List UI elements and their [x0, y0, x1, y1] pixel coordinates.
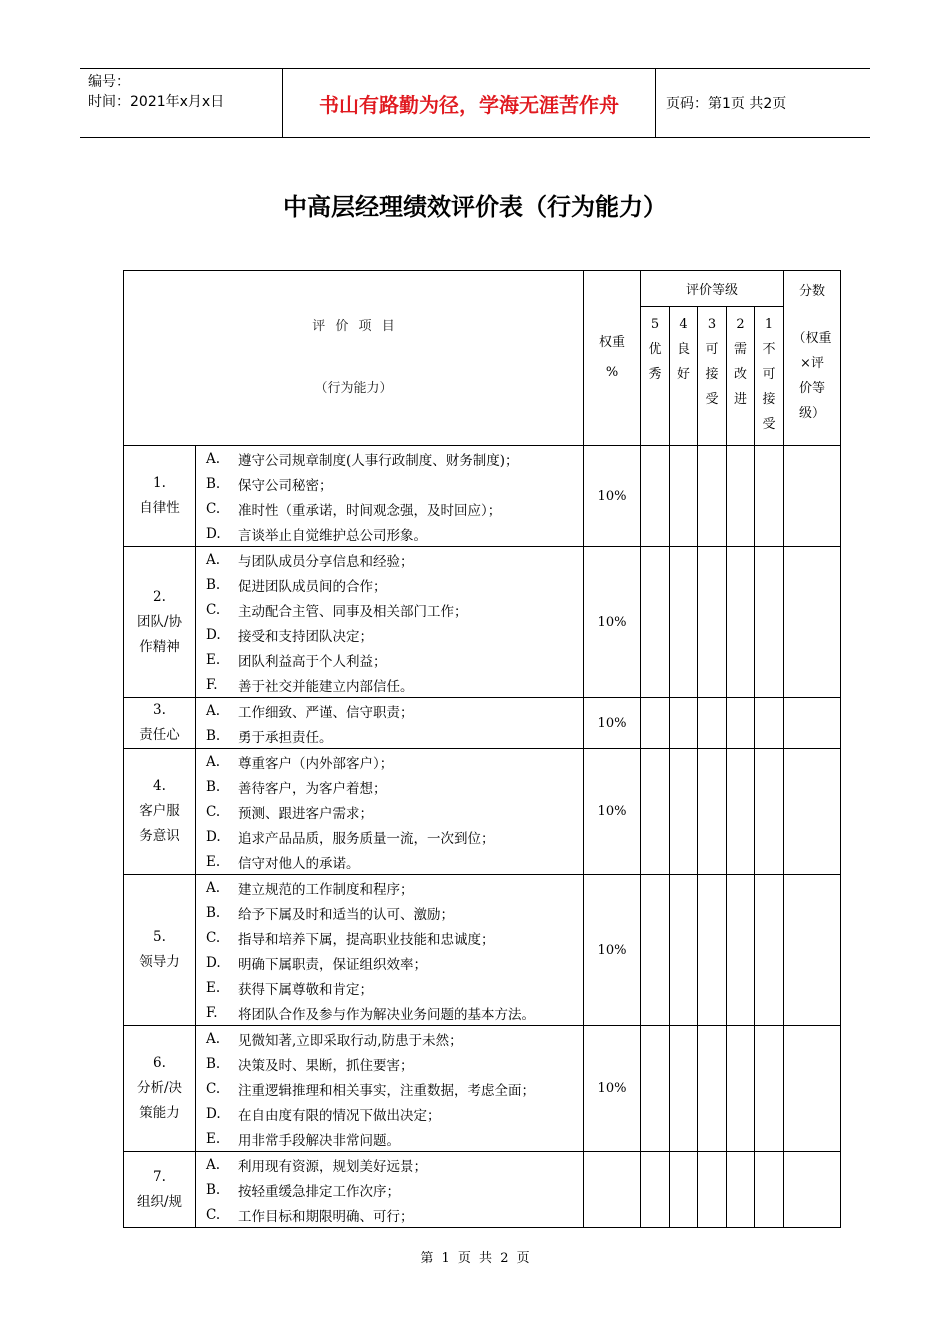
category-name: 作精神 — [139, 638, 180, 655]
grade-input-cell — [698, 875, 727, 1026]
criteria-letter: A. — [206, 450, 221, 467]
serial-label: 编号： — [88, 74, 130, 90]
grade-input-cell — [641, 1152, 670, 1228]
grade-cell-5 — [641, 307, 670, 446]
weight-value: 10% — [584, 446, 641, 547]
grade-label-char: 需 — [733, 342, 747, 357]
grade-number: 1 — [764, 317, 774, 332]
document-title: 中高层经理绩效评价表（行为能力） — [283, 193, 667, 221]
category-number: 1. — [153, 475, 166, 491]
score-header: 分数 — [798, 284, 825, 299]
category-row — [124, 875, 841, 1026]
criteria-item — [196, 1177, 583, 1202]
criteria-item — [196, 875, 583, 900]
grade-input-cell — [727, 1026, 755, 1152]
criteria-item — [196, 597, 583, 622]
criteria-text: 准时性（重承诺，时间观念强，及时回应）； — [238, 502, 502, 519]
weight-header: 权重 — [598, 335, 625, 350]
criteria-text: 勇于承担责任。 — [238, 729, 333, 746]
criteria-item — [196, 572, 583, 597]
grade-input-cell — [755, 698, 784, 749]
criteria-letter: C. — [206, 601, 221, 618]
criteria-letter: B. — [206, 1055, 221, 1072]
criteria-cell — [196, 875, 584, 1026]
criteria-item — [196, 446, 583, 471]
weight-value: 10% — [584, 875, 641, 1026]
criteria-letter: A. — [206, 702, 221, 719]
criteria-cell — [196, 698, 584, 749]
grade-input-cell — [698, 1026, 727, 1152]
criteria-letter: E. — [206, 651, 221, 668]
grade-input-cell — [641, 446, 670, 547]
category-cell — [124, 1152, 196, 1228]
criteria-text: 善于社交并能建立内部信任。 — [238, 678, 414, 695]
criteria-text: 将团队合作及参与作为解决业务问题的基本方法。 — [238, 1006, 535, 1023]
grade-label-char: 可 — [762, 367, 776, 382]
category-number: 7. — [153, 1168, 166, 1185]
grade-input-cell — [698, 547, 727, 698]
criteria-item — [196, 672, 583, 697]
weight-header-cell — [584, 271, 641, 446]
grade-number: 2 — [736, 317, 745, 332]
score-note-1: （权重 — [792, 331, 832, 346]
criteria-letter: D. — [206, 525, 221, 542]
category-cell — [124, 749, 196, 875]
criteria-cell — [196, 749, 584, 875]
grade-input-cell — [755, 1152, 784, 1228]
criteria-letter: A. — [206, 1030, 221, 1047]
grade-label-char: 接 — [762, 392, 776, 407]
criteria-item — [196, 547, 583, 572]
grade-input-cell — [670, 547, 698, 698]
criteria-text: 用非常手段解决非常问题。 — [238, 1132, 400, 1149]
grade-input-cell — [727, 749, 755, 875]
criteria-letter: B. — [206, 1181, 221, 1198]
grade-input-cell — [670, 749, 698, 875]
grade-input-cell — [755, 547, 784, 698]
criteria-item — [196, 647, 583, 672]
weight-value: 10% — [584, 698, 641, 749]
category-name: 务意识 — [139, 828, 180, 844]
criteria-item — [196, 774, 583, 799]
criteria-item — [196, 622, 583, 647]
grade-input-cell — [641, 547, 670, 698]
grade-label-char: 不 — [762, 342, 776, 357]
criteria-text: 给予下属及时和适当的认可、激励； — [238, 906, 454, 923]
criteria-text: 信守对他人的承诺。 — [238, 855, 360, 872]
criteria-text: 接受和支持团队决定； — [238, 628, 373, 645]
header-motto: 书山有路勤为径，学海无涯苦作舟 — [282, 69, 656, 137]
criteria-item — [196, 1000, 583, 1025]
grade-input-cell — [698, 698, 727, 749]
category-row — [124, 749, 841, 875]
grade-input-cell — [670, 875, 698, 1026]
grade-input-cell — [698, 446, 727, 547]
criteria-text: 善待客户，为客户着想； — [238, 780, 387, 797]
criteria-item — [196, 1202, 583, 1227]
grade-input-cell — [670, 1026, 698, 1152]
category-name: 领导力 — [139, 954, 180, 970]
criteria-item — [196, 849, 583, 874]
criteria-text: 建立规范的工作制度和程序； — [238, 881, 414, 898]
evaluation-table — [123, 270, 841, 1228]
category-row — [124, 547, 841, 698]
criteria-item — [196, 1101, 583, 1126]
score-note-4: 级） — [798, 406, 825, 421]
score-cell — [784, 1026, 841, 1152]
grade-label-char: 秀 — [648, 367, 662, 382]
criteria-text: 明确下属职责，保证组织效率； — [238, 956, 427, 973]
criteria-item — [196, 900, 583, 925]
criteria-text: 注重逻辑推理和相关事实，注重数据，考虑全面； — [238, 1082, 535, 1099]
criteria-item — [196, 723, 583, 748]
grade-input-cell — [670, 698, 698, 749]
criteria-text: 预测、跟进客户需求； — [238, 805, 373, 822]
score-cell — [784, 547, 841, 698]
category-row — [124, 1152, 841, 1228]
criteria-item — [196, 521, 583, 546]
score-note-2: ×评 — [800, 356, 824, 371]
criteria-letter: F. — [206, 676, 218, 693]
grade-input-cell — [641, 698, 670, 749]
category-row — [124, 698, 841, 749]
category-name: 策能力 — [139, 1105, 180, 1121]
criteria-letter: B. — [206, 904, 221, 921]
criteria-item — [196, 1051, 583, 1076]
grade-input-cell — [727, 875, 755, 1026]
category-name: 自律性 — [139, 500, 180, 516]
category-cell — [124, 446, 196, 547]
criteria-letter: B. — [206, 475, 221, 492]
grade-cell-3 — [698, 307, 727, 446]
category-number: 2. — [153, 588, 166, 605]
criteria-letter: E. — [206, 1130, 221, 1147]
criteria-item — [196, 824, 583, 849]
grade-label-char: 改 — [733, 367, 747, 382]
grade-number: 5 — [650, 317, 660, 332]
criteria-letter: E. — [206, 979, 221, 996]
criteria-cell — [196, 446, 584, 547]
grade-input-cell — [727, 547, 755, 698]
criteria-text: 工作细致、严谨、信守职责； — [238, 704, 414, 721]
grade-label-char: 优 — [648, 342, 662, 357]
category-row — [124, 446, 841, 547]
criteria-letter: D. — [206, 954, 221, 971]
grade-input-cell — [755, 446, 784, 547]
grade-cell-4 — [670, 307, 698, 446]
category-name: 组织/规 — [136, 1193, 183, 1210]
grade-input-cell — [755, 875, 784, 1026]
criteria-item — [196, 698, 583, 723]
criteria-text: 决策及时、果断，抓住要害； — [238, 1057, 414, 1074]
score-cell — [784, 749, 841, 875]
grade-input-cell — [698, 749, 727, 875]
criteria-text: 尊重客户（内外部客户）； — [238, 755, 394, 772]
score-note-3: 价等 — [798, 381, 825, 396]
category-name: 责任心 — [139, 727, 180, 743]
grade-label-char: 进 — [733, 392, 747, 407]
criteria-letter: E. — [206, 853, 221, 870]
category-number: 5. — [153, 929, 166, 945]
category-cell — [124, 547, 196, 698]
category-row — [124, 1026, 841, 1152]
grade-label-char: 可 — [705, 342, 719, 357]
item-header-cell — [124, 271, 584, 446]
criteria-item — [196, 975, 583, 1000]
criteria-item — [196, 799, 583, 824]
grade-input-cell — [755, 749, 784, 875]
criteria-letter: A. — [206, 879, 221, 896]
criteria-text: 见微知著,立即采取行动,防患于未然； — [238, 1032, 463, 1049]
grade-number: 3 — [707, 317, 717, 332]
criteria-cell — [196, 547, 584, 698]
score-cell — [784, 1152, 841, 1228]
criteria-text: 利用现有资源，规划美好远景； — [238, 1158, 427, 1175]
criteria-item — [196, 950, 583, 975]
criteria-cell — [196, 1026, 584, 1152]
criteria-text: 追求产品品质，服务质量一流，一次到位； — [238, 830, 495, 847]
weight-value — [584, 1152, 641, 1228]
criteria-text: 与团队成员分享信息和经验； — [238, 553, 414, 570]
criteria-text: 促进团队成员间的合作； — [238, 578, 387, 595]
criteria-item — [196, 749, 583, 774]
grade-label-char: 好 — [676, 367, 690, 382]
category-number: 4. — [153, 778, 166, 794]
criteria-letter: C. — [206, 929, 221, 946]
grade-input-cell — [698, 1152, 727, 1228]
page-footer: 第 1 页 共 2 页 — [420, 1251, 530, 1266]
weight-value: 10% — [584, 1026, 641, 1152]
item-header: 评 价 项 目 — [312, 319, 395, 334]
criteria-text: 工作目标和期限明确、可行； — [238, 1208, 414, 1225]
criteria-letter: B. — [206, 727, 221, 744]
criteria-item — [196, 471, 583, 496]
criteria-item — [196, 1152, 583, 1177]
criteria-letter: C. — [206, 1206, 221, 1223]
item-subheader: （行为能力） — [314, 381, 393, 396]
criteria-item — [196, 925, 583, 950]
category-number: 6. — [153, 1055, 166, 1071]
grade-input-cell — [727, 446, 755, 547]
grade-label-char: 接 — [705, 367, 719, 382]
criteria-letter: B. — [206, 576, 221, 593]
score-cell — [784, 698, 841, 749]
criteria-text: 言谈举止自觉维护总公司形象。 — [238, 527, 427, 544]
page-header — [80, 68, 870, 138]
category-name: 客户服 — [139, 803, 180, 819]
grade-cell-1 — [755, 307, 784, 446]
criteria-letter: A. — [206, 1156, 221, 1173]
grade-input-cell — [727, 1152, 755, 1228]
criteria-letter: F. — [206, 1004, 218, 1021]
criteria-item — [196, 496, 583, 521]
header-meta — [80, 69, 282, 137]
criteria-letter: D. — [206, 828, 221, 845]
criteria-letter: A. — [206, 551, 221, 568]
category-cell — [124, 698, 196, 749]
criteria-letter: A. — [206, 753, 221, 770]
weight-unit: % — [605, 365, 619, 380]
category-number: 3. — [153, 702, 166, 718]
grade-input-cell — [727, 698, 755, 749]
category-cell — [124, 1026, 196, 1152]
grade-input-cell — [670, 1152, 698, 1228]
weight-value: 10% — [584, 749, 641, 875]
criteria-letter: B. — [206, 778, 221, 795]
grade-input-cell — [641, 1026, 670, 1152]
criteria-item — [196, 1076, 583, 1101]
grade-label-char: 受 — [705, 392, 719, 407]
grade-cell-2 — [727, 307, 755, 446]
category-name: 分析/决 — [136, 1080, 183, 1096]
criteria-text: 按轻重缓急排定工作次序； — [238, 1183, 400, 1200]
grade-input-cell — [670, 446, 698, 547]
weight-value: 10% — [584, 547, 641, 698]
category-cell — [124, 875, 196, 1026]
criteria-letter: C. — [206, 500, 221, 517]
grade-number: 4 — [679, 317, 688, 332]
criteria-cell — [196, 1152, 584, 1228]
criteria-text: 指导和培养下属，提高职业技能和忠诚度； — [238, 931, 495, 948]
header-page-info: 页码：第1页 共2页 — [666, 96, 787, 112]
grade-label-char: 良 — [676, 342, 690, 357]
grade-input-cell — [755, 1026, 784, 1152]
grade-input-cell — [641, 749, 670, 875]
criteria-letter: D. — [206, 1105, 221, 1122]
criteria-text: 在自由度有限的情况下做出决定； — [238, 1107, 441, 1124]
grade-header: 评价等级 — [641, 271, 784, 307]
time-label: 时间：2021年x月x日 — [88, 94, 225, 110]
score-cell — [784, 875, 841, 1026]
criteria-letter: C. — [206, 803, 221, 820]
criteria-item — [196, 1126, 583, 1151]
criteria-text: 遵守公司规章制度(人事行政制度、财务制度)； — [238, 452, 519, 469]
criteria-text: 获得下属尊敬和肯定； — [238, 981, 373, 998]
criteria-item — [196, 1026, 583, 1051]
grade-input-cell — [641, 875, 670, 1026]
criteria-text: 主动配合主管、同事及相关部门工作； — [238, 603, 468, 620]
criteria-text: 团队利益高于个人利益； — [238, 653, 387, 670]
score-header-cell — [784, 271, 841, 446]
score-cell — [784, 446, 841, 547]
criteria-text: 保守公司秘密； — [238, 477, 333, 494]
grade-label-char: 受 — [762, 417, 776, 432]
criteria-letter: D. — [206, 626, 221, 643]
criteria-letter: C. — [206, 1080, 221, 1097]
category-name: 团队/协 — [136, 613, 183, 630]
